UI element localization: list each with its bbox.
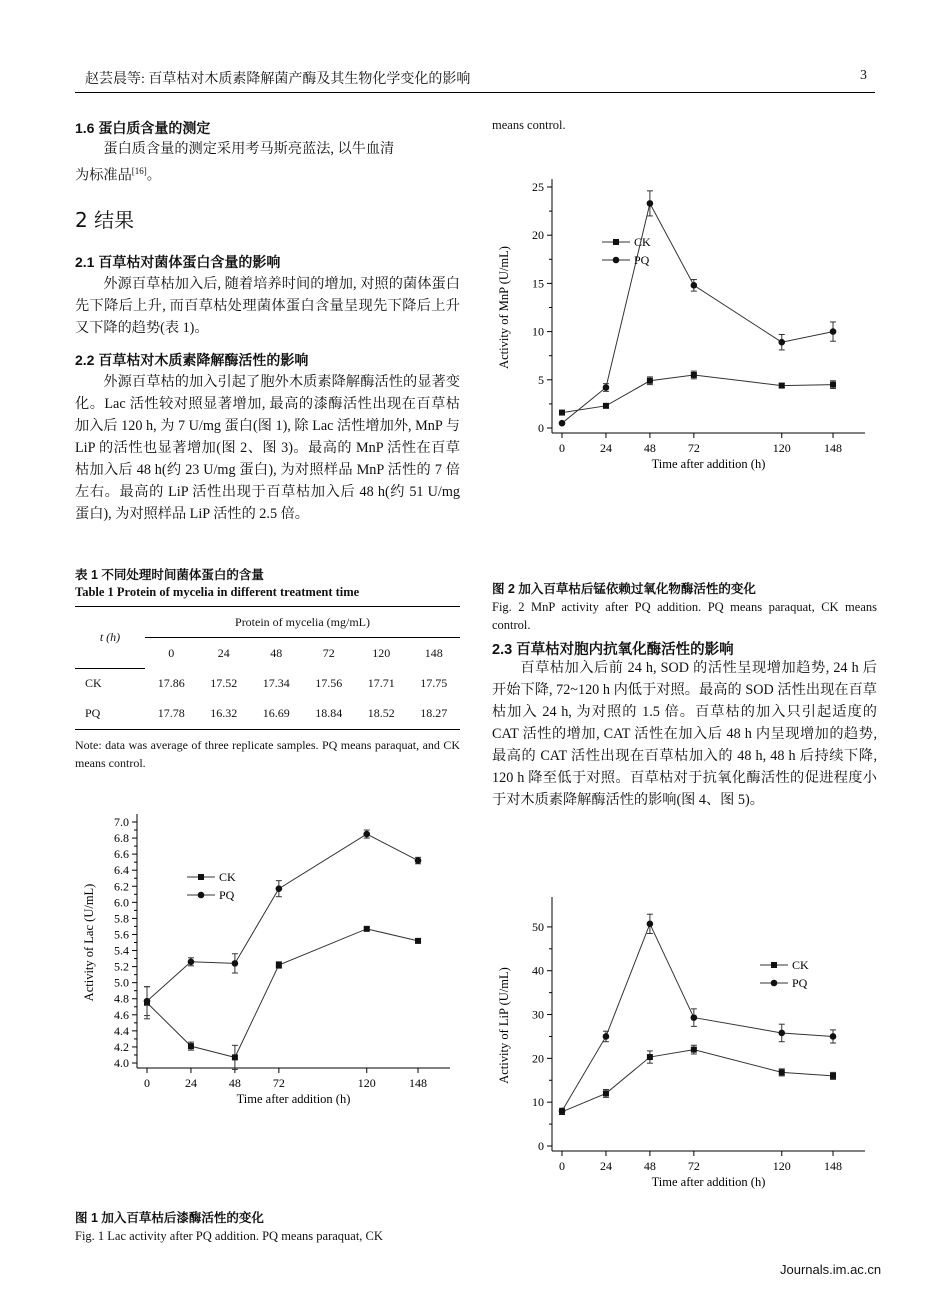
header-rule <box>75 92 875 93</box>
y-axis-label: Activity of LiP (U/mL) <box>497 967 511 1084</box>
series-line-pq <box>562 924 833 1111</box>
y-tick-label: 5 <box>538 372 544 387</box>
y-tick-label: 5.8 <box>114 911 129 926</box>
table-hour-24: 24 <box>217 645 230 660</box>
legend-label-ck: CK <box>634 235 651 249</box>
y-axis-label: Activity of Lac (U/mL) <box>82 883 96 1002</box>
legend-marker <box>198 892 205 899</box>
data-point-pq <box>559 420 566 427</box>
y-tick-label: 10 <box>532 1095 544 1110</box>
table-cell: 17.34 <box>262 675 290 690</box>
section-1-6-line2-text: 为标准品 <box>75 167 132 184</box>
data-point-pq <box>603 384 610 391</box>
legend-marker <box>771 980 778 987</box>
y-tick-label: 4.8 <box>114 991 129 1006</box>
figure-1-caption-cn: 图 1 加入百草枯后漆酶活性的变化 <box>75 1211 264 1225</box>
data-point-ck <box>276 962 282 968</box>
series-line-pq <box>147 834 418 1001</box>
x-tick-label: 148 <box>824 441 843 455</box>
x-axis-label: Time after addition (h) <box>651 457 766 471</box>
x-tick-label: 72 <box>687 1159 700 1173</box>
footer-journal-url: Journals.im.ac.cn <box>780 1262 882 1277</box>
section-2-2-title: 2.2 百草枯对木质素降解酶活性的影响 <box>75 352 309 368</box>
x-tick-label: 0 <box>144 1076 150 1090</box>
y-tick-label: 5.4 <box>114 943 129 958</box>
data-point-ck <box>647 1054 653 1060</box>
data-point-pq <box>363 831 370 838</box>
y-tick-label: 50 <box>532 919 544 934</box>
y-tick-label: 0 <box>538 421 544 435</box>
table-hour-0: 0 <box>168 645 175 660</box>
data-point-pq <box>188 958 195 965</box>
y-tick-label: 30 <box>532 1007 544 1022</box>
x-tick-label: 120 <box>357 1076 376 1090</box>
table-row-label: PQ <box>85 706 101 720</box>
table-cell: 17.52 <box>210 675 238 690</box>
table-cell: 16.32 <box>210 706 238 720</box>
x-tick-label: 72 <box>687 441 700 455</box>
data-point-ck <box>603 1090 609 1096</box>
table-hour-148: 148 <box>424 645 443 660</box>
y-tick-label: 20 <box>532 1051 544 1066</box>
data-point-pq <box>691 282 698 289</box>
y-tick-label: 0 <box>538 1139 544 1153</box>
y-tick-label: 20 <box>532 228 544 243</box>
y-tick-label: 6.6 <box>114 847 129 862</box>
data-point-pq <box>778 339 785 346</box>
x-tick-label: 24 <box>184 1076 197 1090</box>
x-tick-label: 48 <box>228 1076 241 1090</box>
legend-label-ck: CK <box>792 958 809 972</box>
y-tick-label: 4.6 <box>114 1007 129 1022</box>
y-tick-label: 6.4 <box>114 863 129 878</box>
x-tick-label: 24 <box>599 441 612 455</box>
table-1-note: Note: data was average of three replicate samples. PQ means paraquat, and CK means control. <box>75 738 460 770</box>
data-point-pq <box>647 921 654 928</box>
table-cell: 17.56 <box>315 675 343 690</box>
table-group-header: Protein of mycelia (mg/mL) <box>145 607 460 638</box>
section-1-6-line2-end: 。 <box>146 167 161 184</box>
y-tick-label: 40 <box>532 963 544 978</box>
y-tick-label: 6.8 <box>114 831 129 846</box>
y-tick-label: 6.2 <box>114 879 129 894</box>
x-tick-label: 120 <box>772 1159 791 1173</box>
legend-marker <box>613 257 620 264</box>
table-cell: 17.75 <box>420 675 448 690</box>
data-point-pq <box>830 328 837 335</box>
legend-marker <box>198 874 204 880</box>
data-point-pq <box>830 1033 837 1040</box>
x-tick-label: 0 <box>559 1159 565 1173</box>
y-axis-label: Activity of MnP (U/mL) <box>497 246 511 369</box>
table-1 <box>75 607 460 730</box>
table-cell: 17.78 <box>157 706 185 720</box>
table-hour-48: 48 <box>270 645 283 660</box>
data-point-ck <box>232 1054 238 1060</box>
table-1-title-en: Table 1 Protein of mycelia in different treatment time <box>75 585 360 599</box>
citation-16: [16] <box>131 166 147 176</box>
data-point-ck <box>364 926 370 932</box>
x-tick-label: 48 <box>643 441 656 455</box>
y-tick-label: 5.0 <box>114 975 129 990</box>
y-tick-label: 25 <box>532 180 544 194</box>
series-line-ck <box>147 929 418 1058</box>
section-1-6-line1: 蛋白质含量的测定采用考马斯亮蓝法, 以牛血清 <box>103 141 395 157</box>
table-1-title-cn: 表 1 不同处理时间菌体蛋白的含量 <box>75 568 264 582</box>
section-2-1-body: 外源百草枯加入后, 随着培养时间的增加, 对照的菌体蛋白先下降后上升, 而百草枯处理菌体蛋白含量呈现先下降后上升又下降的趋势(表 1)。 <box>75 276 460 336</box>
figure-1-caption-en: Fig. 1 Lac activity after PQ addition. PQ means paraquat, CK <box>75 1229 383 1243</box>
table-cell: 18.27 <box>420 706 448 720</box>
data-point-ck <box>691 1047 697 1053</box>
data-point-ck <box>603 403 609 409</box>
table-row-label: CK <box>85 676 102 690</box>
data-point-pq <box>276 885 283 892</box>
data-point-pq <box>232 960 239 967</box>
data-point-pq <box>559 1108 566 1115</box>
legend-label-ck: CK <box>219 870 236 884</box>
section-2-1-title: 2.1 百草枯对菌体蛋白含量的影响 <box>75 254 281 270</box>
page-number: 3 <box>860 68 867 83</box>
y-tick-label: 4.2 <box>114 1039 129 1054</box>
y-tick-label: 5.6 <box>114 927 129 942</box>
series-line-pq <box>562 203 833 423</box>
data-point-pq <box>415 857 422 864</box>
legend-label-pq: PQ <box>219 888 235 902</box>
x-tick-label: 48 <box>643 1159 656 1173</box>
y-tick-label: 10 <box>532 324 544 339</box>
figure-2-caption-en: Fig. 2 MnP activity after PQ addition. PQ means paraquat, CK means control. <box>492 600 877 632</box>
section-2-3-title: 2.3 百草枯对胞内抗氧化酶活性的影响 <box>492 642 734 658</box>
table-header-t <box>75 607 145 668</box>
x-axis-label: Time after addition (h) <box>651 1175 766 1189</box>
x-tick-label: 148 <box>409 1076 428 1090</box>
section-2-3-body: 百草枯加入后前 24 h, SOD 的活性呈现增加趋势, 24 h 后开始下降, 72~120 h 内低于对照。最高的 SOD 活性出现在百草枯加入 24 h, 为对照的 1.5 倍。百草枯的加入只引起适度的 CAT 活性的增加, CAT 活性在加入后 48 h 内呈现增加的趋势, 最高的 CAT 活性出现在百草枯加入的 48 h, 48 h 后持续下降, 120 h 降至低于对照。百草枯对于抗氧化酶活性的促进程度小于对木质素降解酶活性的影响(图 4、图 5)。 <box>492 660 877 808</box>
section-1-6-line2 <box>75 160 460 187</box>
data-point-pq <box>647 200 654 207</box>
section-1-6-title: 1.6 蛋白质含量的测定 <box>75 120 211 136</box>
data-point-pq <box>144 998 151 1005</box>
figure-2-caption-cn: 图 2 加入百草枯后锰依赖过氧化物酶活性的变化 <box>492 582 756 596</box>
section-2-2-body: 外源百草枯的加入引起了胞外木质素降解酶活性的显著变化。Lac 活性较对照显著增加, 最高的漆酶活性出现在百草枯加入后 120 h, 为 7 U/mg 蛋白(图 1), 除 Lac 活性增加外, MnP 与 LiP 的活性也显著增加(图 2、图 3)。最高的 MnP 活性在百草枯加入后 48 h(约 23 U/mg 蛋白), 为对照样品 MnP 活性的 7 倍左右。最高的 LiP 活性出现于百草枯加入后 48 h(约 51 U/mg 蛋白), 为对照样品 LiP 活性的 2.5 倍。 <box>75 374 460 522</box>
data-point-ck <box>559 410 565 416</box>
table-cell: 16.69 <box>262 706 290 720</box>
data-point-pq <box>691 1014 698 1021</box>
legend-marker <box>613 239 619 245</box>
section-2-title: 2 结果 <box>75 208 135 232</box>
table-hour-120: 120 <box>372 645 391 660</box>
data-point-ck <box>830 1073 836 1079</box>
y-tick-label: 4.4 <box>114 1023 129 1038</box>
series-line-ck <box>562 375 833 413</box>
running-header: 赵芸晨等: 百草枯对木质素降解菌产酶及其生物化学变化的影响 <box>85 72 471 87</box>
y-tick-label: 6.0 <box>114 895 129 910</box>
table-cell: 18.52 <box>367 706 395 720</box>
x-axis-label: Time after addition (h) <box>236 1092 351 1106</box>
y-tick-label: 4.0 <box>114 1056 129 1070</box>
data-point-ck <box>647 378 653 384</box>
y-tick-label: 5.2 <box>114 959 129 974</box>
data-point-ck <box>779 1069 785 1075</box>
data-point-ck <box>188 1043 194 1049</box>
section-1-6-body <box>75 138 460 187</box>
series-line-ck <box>562 1050 833 1112</box>
y-tick-label: 7.0 <box>114 815 129 829</box>
table-cell: 18.84 <box>315 706 343 720</box>
fig1-caption-continuation: means control. <box>492 118 566 132</box>
data-point-ck <box>779 383 785 389</box>
table-hour-72: 72 <box>322 645 335 660</box>
figure-2-chart <box>490 175 880 495</box>
legend-label-pq: PQ <box>634 253 650 267</box>
x-tick-label: 148 <box>824 1159 843 1173</box>
figure-1-chart <box>75 810 465 1130</box>
x-tick-label: 24 <box>599 1159 612 1173</box>
legend-marker <box>771 962 777 968</box>
x-tick-label: 72 <box>272 1076 285 1090</box>
data-point-ck <box>830 382 836 388</box>
y-tick-label: 15 <box>532 276 544 291</box>
table-cell: 17.86 <box>157 675 185 690</box>
x-tick-label: 0 <box>559 441 565 455</box>
data-point-pq <box>778 1030 785 1037</box>
x-tick-label: 120 <box>772 441 791 455</box>
data-point-ck <box>415 938 421 944</box>
table-cell: 17.71 <box>367 675 395 690</box>
legend-label-pq: PQ <box>792 976 808 990</box>
figure-3-chart <box>490 893 880 1213</box>
table-header-t-text: t (h) <box>99 629 121 644</box>
data-point-ck <box>691 372 697 378</box>
data-point-pq <box>603 1033 610 1040</box>
